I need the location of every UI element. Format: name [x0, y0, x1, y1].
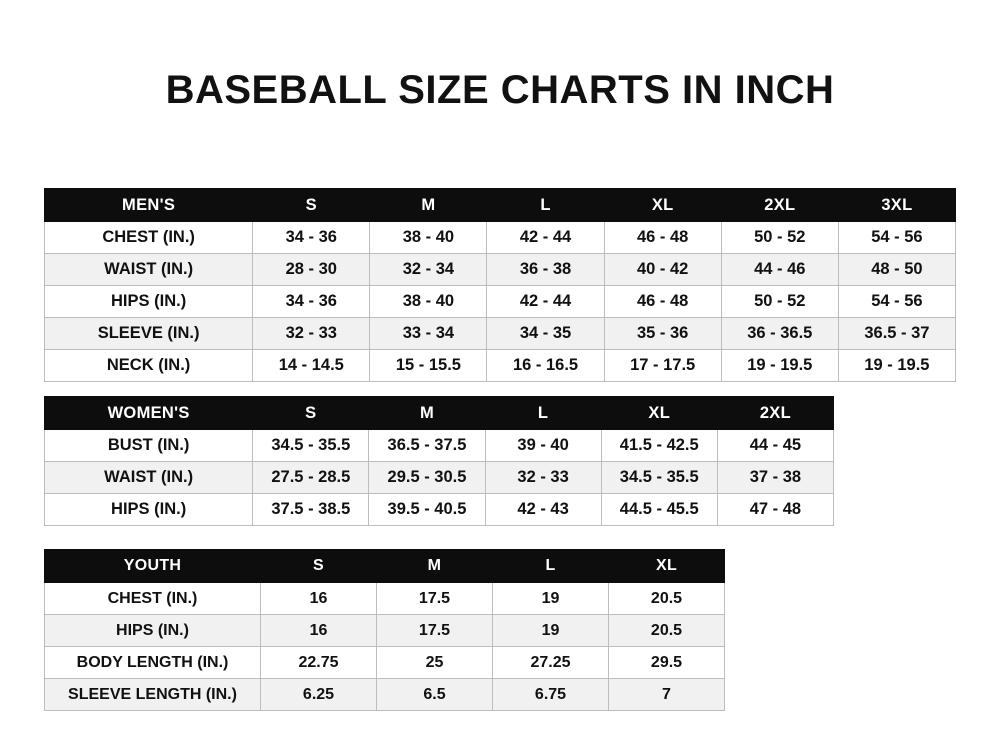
measurement-cell: 39.5 - 40.5: [369, 494, 485, 526]
mens-size-table: [44, 188, 956, 382]
column-header-l: L: [485, 397, 601, 430]
table-row: [45, 318, 956, 350]
measurement-cell: 32 - 33: [485, 462, 601, 494]
table-title-cell: WOMEN'S: [45, 397, 253, 430]
measurement-cell: 6.75: [493, 679, 609, 711]
measurement-cell: 34 - 35: [487, 318, 604, 350]
measurement-cell: 48 - 50: [838, 254, 955, 286]
row-label: HIPS (IN.): [45, 286, 253, 318]
table-row: [45, 350, 956, 382]
measurement-cell: 34.5 - 35.5: [601, 462, 717, 494]
womens-size-table: [44, 396, 834, 526]
measurement-cell: 44 - 46: [721, 254, 838, 286]
row-label: WAIST (IN.): [45, 254, 253, 286]
table-row: [45, 583, 725, 615]
measurement-cell: 22.75: [261, 647, 377, 679]
table-row: [45, 615, 725, 647]
table-row: [45, 286, 956, 318]
measurement-cell: 42 - 43: [485, 494, 601, 526]
measurement-cell: 19: [493, 615, 609, 647]
measurement-cell: 50 - 52: [721, 286, 838, 318]
column-header-l: L: [493, 550, 609, 583]
table-row: [45, 679, 725, 711]
table-title-cell: YOUTH: [45, 550, 261, 583]
measurement-cell: 34.5 - 35.5: [253, 430, 369, 462]
row-label: NECK (IN.): [45, 350, 253, 382]
column-header-s: S: [261, 550, 377, 583]
youth-size-table: [44, 549, 725, 711]
page-title: BASEBALL SIZE CHARTS IN INCH: [165, 68, 835, 112]
measurement-cell: 14 - 14.5: [253, 350, 370, 382]
row-label: CHEST (IN.): [45, 583, 261, 615]
measurement-cell: 7: [609, 679, 725, 711]
measurement-cell: 39 - 40: [485, 430, 601, 462]
measurement-cell: 50 - 52: [721, 222, 838, 254]
measurement-cell: 33 - 34: [370, 318, 487, 350]
column-header-2xl: 2XL: [721, 189, 838, 222]
measurement-cell: 16: [261, 583, 377, 615]
measurement-cell: 17.5: [377, 615, 493, 647]
column-header-m: M: [370, 189, 487, 222]
table-row: [45, 494, 834, 526]
measurement-cell: 36 - 38: [487, 254, 604, 286]
measurement-cell: 6.25: [261, 679, 377, 711]
measurement-cell: 27.5 - 28.5: [253, 462, 369, 494]
measurement-cell: 27.25: [493, 647, 609, 679]
table-row: [45, 254, 956, 286]
table-header-row: [45, 189, 956, 222]
measurement-cell: 44.5 - 45.5: [601, 494, 717, 526]
measurement-cell: 6.5: [377, 679, 493, 711]
measurement-cell: 17.5: [377, 583, 493, 615]
measurement-cell: 19 - 19.5: [838, 350, 955, 382]
measurement-cell: 16: [261, 615, 377, 647]
column-header-l: L: [487, 189, 604, 222]
column-header-xl: XL: [604, 189, 721, 222]
measurement-cell: 32 - 34: [370, 254, 487, 286]
row-label: CHEST (IN.): [45, 222, 253, 254]
row-label: WAIST (IN.): [45, 462, 253, 494]
table-row: [45, 462, 834, 494]
column-header-s: S: [253, 189, 370, 222]
measurement-cell: 34 - 36: [253, 222, 370, 254]
measurement-cell: 54 - 56: [838, 222, 955, 254]
measurement-cell: 19: [493, 583, 609, 615]
measurement-cell: 29.5: [609, 647, 725, 679]
table-row: [45, 647, 725, 679]
row-label: HIPS (IN.): [45, 494, 253, 526]
row-label: SLEEVE (IN.): [45, 318, 253, 350]
measurement-cell: 28 - 30: [253, 254, 370, 286]
table-header-row: [45, 550, 725, 583]
row-label: SLEEVE LENGTH (IN.): [45, 679, 261, 711]
measurement-cell: 16 - 16.5: [487, 350, 604, 382]
measurement-cell: 15 - 15.5: [370, 350, 487, 382]
measurement-cell: 46 - 48: [604, 286, 721, 318]
row-label: BUST (IN.): [45, 430, 253, 462]
measurement-cell: 32 - 33: [253, 318, 370, 350]
row-label: HIPS (IN.): [45, 615, 261, 647]
measurement-cell: 25: [377, 647, 493, 679]
measurement-cell: 54 - 56: [838, 286, 955, 318]
measurement-cell: 36 - 36.5: [721, 318, 838, 350]
measurement-cell: 36.5 - 37.5: [369, 430, 485, 462]
measurement-cell: 46 - 48: [604, 222, 721, 254]
measurement-cell: 36.5 - 37: [838, 318, 955, 350]
table-header-row: [45, 397, 834, 430]
measurement-cell: 34 - 36: [253, 286, 370, 318]
table-row: [45, 222, 956, 254]
row-label: BODY LENGTH (IN.): [45, 647, 261, 679]
measurement-cell: 17 - 17.5: [604, 350, 721, 382]
table-title-cell: MEN'S: [45, 189, 253, 222]
column-header-2xl: 2XL: [717, 397, 833, 430]
measurement-cell: 42 - 44: [487, 222, 604, 254]
measurement-cell: 40 - 42: [604, 254, 721, 286]
measurement-cell: 38 - 40: [370, 222, 487, 254]
measurement-cell: 38 - 40: [370, 286, 487, 318]
measurement-cell: 37.5 - 38.5: [253, 494, 369, 526]
table-row: [45, 430, 834, 462]
measurement-cell: 19 - 19.5: [721, 350, 838, 382]
column-header-m: M: [377, 550, 493, 583]
measurement-cell: 37 - 38: [717, 462, 833, 494]
measurement-cell: 44 - 45: [717, 430, 833, 462]
measurement-cell: 41.5 - 42.5: [601, 430, 717, 462]
column-header-xl: XL: [601, 397, 717, 430]
column-header-3xl: 3XL: [838, 189, 955, 222]
measurement-cell: 47 - 48: [717, 494, 833, 526]
measurement-cell: 20.5: [609, 615, 725, 647]
column-header-xl: XL: [609, 550, 725, 583]
column-header-m: M: [369, 397, 485, 430]
measurement-cell: 42 - 44: [487, 286, 604, 318]
measurement-cell: 29.5 - 30.5: [369, 462, 485, 494]
column-header-s: S: [253, 397, 369, 430]
measurement-cell: 35 - 36: [604, 318, 721, 350]
measurement-cell: 20.5: [609, 583, 725, 615]
